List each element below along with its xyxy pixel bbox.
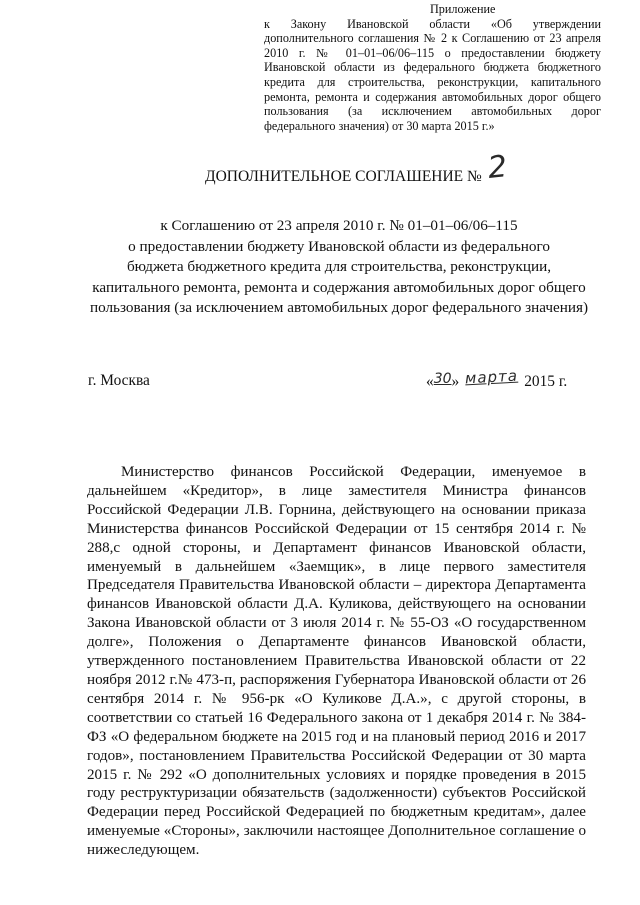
date-year: 2015 г. bbox=[524, 373, 568, 390]
subtitle-line: пользования (за исключением автомобильных дорог федерального значения) bbox=[89, 299, 589, 317]
appendix-text: к Закону Ивановской области «Об утверждении дополнительного соглашения № 2 к Соглашению от 23 апреля 2010 г. № 01–01–06/06–115 о предоставлении бюджету Ивановской области из федерального бюджета бюджетного кредита для строительства, реконструкции, капитального ремонта, ремонта и содержания автомобильных дорог общего пользования (за исключением автомобильных дорог федерального значения) от 30 марта 2015 г.» bbox=[264, 16, 601, 133]
title-text: ДОПОЛНИТЕЛЬНОЕ СОГЛАШЕНИЕ № bbox=[205, 168, 482, 185]
subtitle-line: капитального ремонта, ремонта и содержания автомобильных дорог общего bbox=[92, 278, 586, 296]
handwritten-month: марта bbox=[464, 366, 519, 388]
subtitle-line: бюджета бюджетного кредита для строительства, реконструкции, bbox=[126, 258, 552, 276]
preamble-paragraph: Министерство финансов Российской Федерации, именуемое в дальнейшем «Кредитор», в лице заместителя Министра финансов Российской Федерации Л.В. Горнина, действующего на основании приказа Министерства финансов Российской Федерации от 15 сентября 2014 г. № 288,с одной стороны, и Департамент финансов Ивановской области, именуемый в дальнейшем «Заемщик», в лице первого заместителя Председателя Правительства Ивановской области – директора Департамента финансов Ивановской области Д.А. Куликова, действующего на основании Закона Ивановской области от 3 июля 2014 г. № 55-ОЗ «О государственном долге», Положения о Департаменте финансов Ивановской области, утвержденного постановлением Правительства Ивановской области от 22 ноября 2012 г.№ 473-п, распоряжения Губернатора Ивановской области от 26 сентября 2014 г. № 956-рк «О Куликове Д.А.», с другой стороны, в соответствии со статьей 16 Федерального закона от 1 декабря 2014 г. № 384-ФЗ «О федеральном бюджете на 2015 год и на плановый период 2016 и 2017 годов», постановлением Правительства Российской Федерации от 30 марта 2015 г. № 292 «О дополнительных условиях и порядке проведения в 2015 году реструктуризации обязательств (задолженности) субъектов Российской Федерации перед Российской Федерацией по бюджетным кредитам», далее именуемые «Стороны», заключили настоящее Дополнительное соглашение о нижеследующем. bbox=[87, 464, 586, 859]
date-open-quote: « bbox=[426, 373, 434, 390]
document-subtitle bbox=[80, 216, 598, 319]
signing-date bbox=[426, 366, 568, 391]
handwritten-agreement-number: 2 bbox=[485, 149, 509, 186]
document-title bbox=[205, 149, 509, 187]
handwritten-day: 30 bbox=[433, 371, 452, 387]
signing-place: г. Москва bbox=[88, 372, 150, 389]
date-close-quote: » bbox=[451, 373, 460, 390]
appendix-label: Приложение bbox=[430, 2, 496, 16]
subtitle-line: к Соглашению от 23 апреля 2010 г. № 01–01–06/06–115 bbox=[160, 217, 518, 234]
appendix-block bbox=[264, 2, 601, 133]
subtitle-line: о предоставлении бюджету Ивановской области из федерального bbox=[128, 237, 550, 255]
